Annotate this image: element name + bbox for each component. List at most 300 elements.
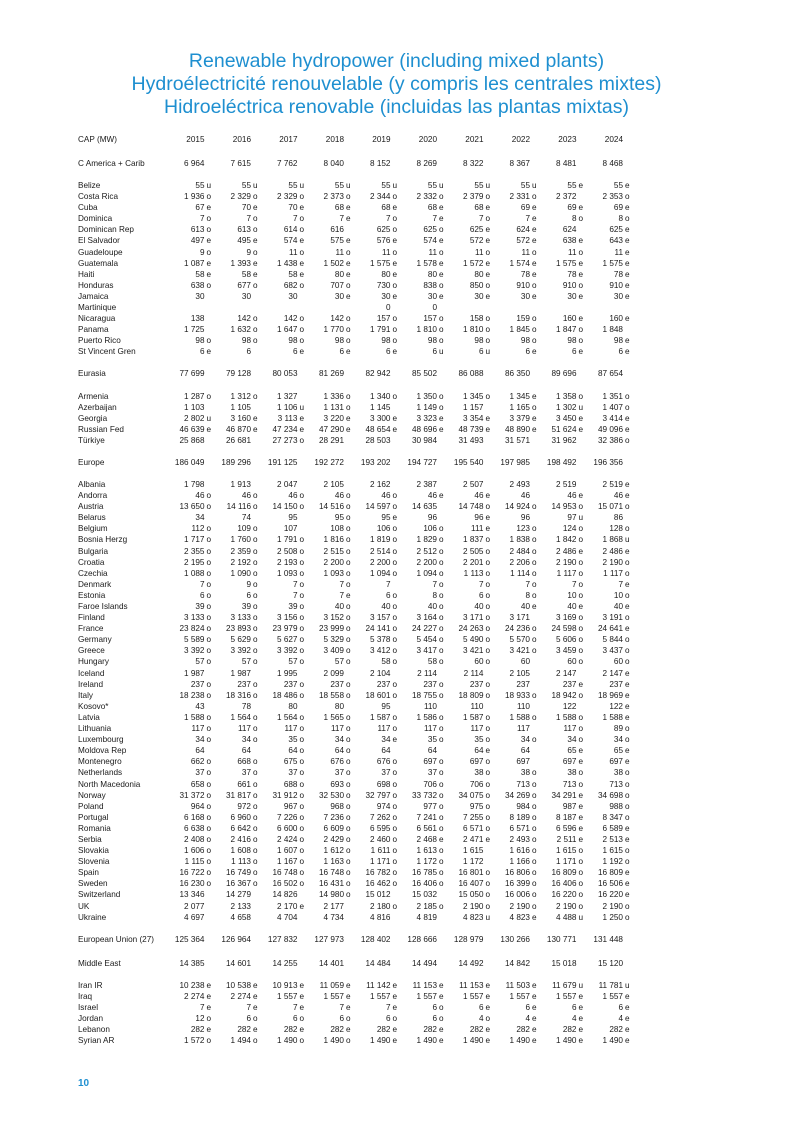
cell-flag: e: [206, 269, 212, 279]
table-cell: [496, 690, 543, 701]
cell-value: 1 611: [370, 846, 391, 856]
cell-value: 7: [246, 214, 251, 224]
table-cell: [496, 1013, 543, 1024]
cell-value: 6 571: [463, 823, 484, 833]
country-name: Azerbaijan: [78, 402, 117, 412]
table-cell: [542, 867, 589, 878]
cell-value: 64: [520, 746, 530, 756]
table-cell: [589, 247, 636, 258]
country-name: Jordan: [78, 1014, 104, 1023]
cell-value: 25 868: [179, 435, 205, 445]
table-cell: [217, 668, 264, 679]
cell-flag: o: [346, 790, 351, 800]
table-cell: [589, 823, 636, 834]
country-name: Lebanon: [78, 1025, 110, 1035]
table-cell: [496, 889, 543, 900]
table-cell: [263, 645, 310, 656]
total-value: 15 018: [551, 958, 577, 968]
cell-value: 2 195: [184, 557, 205, 567]
table-cell: [310, 834, 357, 845]
cell-value: 28 291: [318, 435, 344, 445]
country-name: Ukraine: [78, 912, 107, 922]
table-cell: [449, 1035, 496, 1046]
cell-value: 675: [283, 757, 298, 767]
cell-value: 614: [283, 225, 298, 235]
year-header: [542, 132, 589, 147]
table-cell: [449, 557, 496, 568]
region-total: [449, 367, 496, 382]
cell-value: 107: [283, 524, 298, 534]
table-cell: [310, 845, 357, 856]
table-cell: [496, 790, 543, 801]
table-cell: [542, 767, 589, 778]
table-row: [78, 734, 635, 745]
cell-value: 706: [469, 779, 484, 789]
table-cell: [310, 623, 357, 634]
total-value: 126 964: [221, 934, 251, 944]
cell-value: 23 979: [272, 624, 298, 634]
table-cell: [449, 479, 496, 490]
table-cell: [496, 191, 543, 202]
table-cell: [542, 656, 589, 667]
cell-value: 30: [241, 291, 251, 301]
cell-value: 55: [613, 181, 623, 190]
cell-value: 4 658: [230, 912, 251, 922]
table-cell: [310, 490, 357, 501]
cell-flag: e: [625, 258, 630, 268]
cell-value: 910: [609, 280, 623, 290]
table-cell: [496, 723, 543, 734]
table-cell: [403, 479, 450, 490]
table-cell: [496, 901, 543, 912]
cell-flag: o: [578, 646, 584, 656]
table-cell: [589, 856, 636, 867]
cell-flag: o: [392, 214, 398, 224]
cell-value: 16 801: [458, 868, 484, 878]
table-cell: [403, 991, 450, 1002]
cell-value: 2 177: [323, 901, 344, 911]
table-row: [78, 213, 635, 224]
cell-flag: o: [392, 613, 398, 623]
table-cell: [496, 247, 543, 258]
cell-flag: o: [346, 1036, 351, 1046]
cell-flag: o: [439, 1014, 444, 1023]
cell-flag: o: [392, 624, 398, 634]
table-cell: [449, 734, 496, 745]
cell-flag: o: [485, 214, 491, 224]
cell-value: 282: [516, 1025, 530, 1035]
table-row: [78, 546, 635, 557]
cell-value: 682: [283, 280, 298, 290]
cell-value: 98: [474, 336, 484, 346]
table-cell: [217, 912, 264, 923]
table-cell: [449, 191, 496, 202]
cell-value: 1 163: [323, 857, 344, 867]
table-cell: [217, 235, 264, 246]
total-value: 7 762: [277, 158, 298, 168]
cell-flag: o: [485, 768, 491, 778]
table-cell: [310, 690, 357, 701]
cell-value: 55: [334, 181, 344, 190]
cell-value: 3 379: [509, 413, 530, 423]
cell-value: 1 490: [602, 1036, 623, 1046]
cell-value: 6 642: [230, 823, 251, 833]
total-value: 128 402: [360, 934, 391, 944]
table-cell: [449, 679, 496, 690]
cell-value: 30: [381, 291, 391, 301]
table-cell: [170, 202, 217, 213]
cell-value: 2 486: [602, 546, 623, 556]
cell-flag: o: [346, 757, 351, 767]
cell-flag: o: [299, 801, 305, 811]
cell-value: 2 190: [463, 901, 484, 911]
cell-flag: o: [206, 391, 212, 401]
cell-value: 106: [376, 524, 391, 534]
cell-value: 1 117: [603, 568, 623, 578]
cell-flag: o: [392, 280, 398, 290]
cell-value: 1 987: [230, 668, 251, 678]
table-cell: [310, 512, 357, 523]
cell-value: 117: [470, 724, 484, 734]
cell-value: 2 105: [509, 668, 530, 678]
table-cell: [542, 346, 589, 357]
cell-flag: o: [253, 225, 258, 235]
table-cell: [496, 601, 543, 612]
cell-value: 1 336: [323, 391, 344, 401]
cell-flag: o: [532, 590, 537, 600]
cell-value: 160: [609, 314, 623, 324]
table-cell: [449, 901, 496, 912]
table-cell: [403, 235, 450, 246]
cell-value: 157: [376, 314, 391, 324]
table-cell: [263, 490, 310, 501]
table-cell: [403, 280, 450, 291]
table-cell: [217, 834, 264, 845]
table-row: [78, 856, 635, 867]
region-total: [217, 367, 264, 382]
title-spanish: Hidroeléctrica renovable (incluidas las plantas mixtas): [164, 96, 629, 118]
cell-flag: e: [299, 413, 305, 423]
table-cell: [542, 258, 589, 269]
table-cell: [263, 280, 310, 291]
cell-flag: e: [439, 1036, 444, 1046]
cell-flag: o: [625, 557, 630, 567]
table-cell: [170, 313, 217, 324]
cell-value: 24 263: [458, 624, 484, 634]
table-cell: [310, 612, 357, 623]
country-name: El Salvador: [78, 236, 120, 246]
table-cell: [170, 1002, 217, 1013]
cell-flag: e: [532, 424, 537, 434]
cell-flag: o: [625, 613, 630, 623]
region-total: [263, 156, 310, 171]
table-cell: [589, 435, 636, 446]
table-cell: [403, 980, 450, 991]
total-value: 82 942: [365, 369, 391, 379]
cell-value: 1 302: [556, 402, 577, 412]
region-total: [263, 932, 310, 947]
cell-flag: u: [346, 181, 351, 190]
cell-value: 625: [469, 225, 484, 235]
table-cell: [496, 745, 543, 756]
table-cell: [310, 767, 357, 778]
table-cell: [589, 690, 636, 701]
table-cell: [356, 634, 403, 645]
cell-value: 5 629: [230, 635, 251, 645]
table-cell: [496, 202, 543, 213]
table-cell: [263, 413, 310, 424]
table-cell: [356, 490, 403, 501]
cell-value: 1 490: [463, 1036, 484, 1046]
table-cell: [310, 656, 357, 667]
cell-flag: o: [206, 1014, 212, 1023]
cell-flag: o: [439, 192, 444, 202]
cell-flag: o: [346, 314, 351, 324]
cell-value: 37: [288, 768, 298, 778]
cell-flag: o: [253, 502, 258, 512]
table-cell: [217, 856, 264, 867]
total-value: 14 484: [365, 958, 391, 968]
total-value: 79 128: [225, 369, 251, 379]
table-cell: [217, 346, 264, 357]
table-cell: [542, 756, 589, 767]
region-row: [78, 956, 635, 971]
cell-flag: o: [206, 524, 212, 534]
cell-flag: o: [299, 280, 305, 290]
cell-value: 3 392: [277, 646, 298, 656]
cell-value: 117: [237, 724, 251, 734]
cell-value: 1 613: [416, 846, 437, 856]
cell-flag: o: [253, 757, 258, 767]
table-cell: [449, 391, 496, 402]
table-cell: [356, 1002, 403, 1013]
cell-flag: e: [439, 413, 444, 423]
cell-value: 34 291: [551, 790, 577, 800]
cell-flag: o: [299, 491, 305, 501]
cell-value: 18 809: [458, 690, 484, 700]
table-cell: [310, 634, 357, 645]
region-total: [356, 455, 403, 470]
table-cell: [449, 668, 496, 679]
table-cell: [263, 801, 310, 812]
cell-flag: o: [532, 868, 537, 878]
table-cell: [263, 202, 310, 213]
table-cell: [263, 867, 310, 878]
cell-flag: o: [439, 768, 444, 778]
cell-flag: o: [206, 757, 212, 767]
cell-value: 707: [330, 280, 344, 290]
cell-value: 64: [241, 746, 251, 756]
cell-flag: o: [392, 590, 398, 600]
table-cell: [217, 756, 264, 767]
cell-value: 2 379: [463, 192, 484, 202]
cell-flag: o: [346, 834, 351, 844]
cell-value: 16 230: [179, 879, 205, 889]
table-cell: [542, 579, 589, 590]
cell-flag: o: [578, 524, 584, 534]
cell-value: 4: [525, 1014, 530, 1023]
cell-value: 7: [618, 579, 623, 589]
table-cell: [310, 645, 357, 656]
table-cell: [263, 889, 310, 900]
cell-value: 96: [474, 513, 484, 523]
table-cell: [589, 1002, 636, 1013]
cell-flag: o: [485, 823, 491, 833]
cell-value: 5 606: [556, 635, 577, 645]
cell-flag: e: [439, 980, 444, 990]
cell-flag: o: [439, 857, 444, 867]
cell-value: 9: [246, 579, 251, 589]
cell-value: 14 826: [272, 890, 298, 900]
total-value: 193 202: [360, 457, 391, 467]
cell-value: 106: [423, 524, 437, 534]
cell-flag: o: [439, 823, 444, 833]
table-row: [78, 912, 635, 923]
cell-flag: o: [253, 314, 258, 324]
cell-flag: e: [625, 679, 630, 689]
table-cell: [263, 767, 310, 778]
cell-value: 968: [330, 801, 344, 811]
cell-value: 38: [567, 768, 577, 778]
table-cell: [356, 435, 403, 446]
cell-value: 3 392: [230, 646, 251, 656]
cell-flag: e: [206, 980, 212, 990]
table-cell: [449, 756, 496, 767]
country-name: Romania: [78, 823, 111, 833]
cell-value: 1 490: [556, 1036, 577, 1046]
cell-value: 46: [381, 491, 391, 501]
cell-value: 80: [334, 269, 344, 279]
country-name: Estonia: [78, 590, 106, 600]
cell-value: 661: [237, 779, 251, 789]
cell-flag: o: [392, 834, 398, 844]
cell-flag: e: [346, 991, 351, 1001]
table-cell: [263, 224, 310, 235]
table-cell: [496, 557, 543, 568]
table-cell: [310, 346, 357, 357]
cell-value: 6: [432, 1014, 437, 1023]
table-cell: [356, 878, 403, 889]
table-cell: [496, 512, 543, 523]
cell-value: 6: [525, 347, 530, 357]
cell-flag: o: [206, 635, 212, 645]
table-cell: [356, 313, 403, 324]
table-cell: [356, 1035, 403, 1046]
table-row: [78, 779, 635, 790]
cell-flag: o: [299, 435, 305, 445]
region-total: [170, 156, 217, 171]
cell-value: 2 511: [556, 834, 577, 844]
table-cell: [542, 490, 589, 501]
table-row: [78, 701, 635, 712]
cell-value: 7: [525, 579, 530, 589]
cell-flag: o: [625, 524, 630, 534]
cell-value: 1 157: [463, 402, 484, 412]
cell-flag: o: [392, 646, 398, 656]
total-value: 86 350: [504, 369, 530, 379]
table-cell: [356, 623, 403, 634]
country-name: Panama: [78, 325, 109, 335]
cell-flag: o: [439, 280, 444, 290]
cell-value: 98: [288, 336, 298, 346]
cell-flag: e: [346, 258, 351, 268]
cell-value: 117: [563, 724, 577, 734]
table-row: [78, 523, 635, 534]
cell-flag: e: [392, 258, 398, 268]
table-cell: [542, 734, 589, 745]
table-cell: [589, 579, 636, 590]
cell-value: 35: [288, 735, 298, 745]
table-cell: [542, 801, 589, 812]
table-cell: [496, 1035, 543, 1046]
cell-value: 2 486: [556, 546, 577, 556]
cell-value: 7 241: [416, 812, 437, 822]
cell-flag: u: [392, 181, 398, 190]
cell-flag: o: [532, 812, 537, 822]
cell-flag: e: [346, 203, 351, 213]
cell-flag: e: [299, 258, 305, 268]
cell-value: 46: [613, 491, 623, 501]
cell-flag: o: [578, 325, 584, 335]
total-value: 14 842: [504, 958, 530, 968]
cell-value: 1 088: [184, 568, 205, 578]
cell-value: 2 105: [323, 479, 344, 489]
cell-flag: e: [485, 980, 491, 990]
cell-flag: o: [439, 646, 444, 656]
table-row: [78, 280, 635, 291]
cell-value: 2 190: [556, 901, 577, 911]
table-cell: [356, 756, 403, 767]
table-cell: [449, 812, 496, 823]
cell-flag: o: [485, 757, 491, 767]
cell-value: 6: [246, 1014, 251, 1023]
cell-value: 3 300: [370, 413, 391, 423]
region-row: [78, 156, 635, 171]
cell-value: 572: [516, 236, 530, 246]
table-cell: [356, 534, 403, 545]
table-cell: [310, 247, 357, 258]
table-cell: [589, 180, 636, 191]
cell-flag: e: [346, 980, 351, 990]
total-value: 194 727: [407, 457, 437, 467]
cell-value: 7 226: [277, 812, 298, 822]
cell-flag: o: [439, 712, 444, 722]
year-value: 2015: [186, 134, 205, 144]
cell-value: 10 238: [179, 980, 205, 990]
cell-value: 2 519: [556, 479, 577, 489]
table-cell: [356, 512, 403, 523]
cell-flag: o: [532, 646, 537, 656]
cell-value: 1 165: [509, 402, 530, 412]
cell-flag: e: [578, 1025, 584, 1035]
cell-flag: o: [206, 502, 212, 512]
cell-value: 4 819: [416, 912, 437, 922]
cell-flag: o: [299, 635, 305, 645]
cell-value: 1 106: [277, 402, 298, 412]
cell-flag: o: [625, 790, 630, 800]
table-cell: [589, 479, 636, 490]
cell-value: 575: [330, 236, 344, 246]
cell-flag: e: [625, 203, 630, 213]
table-cell: [496, 812, 543, 823]
cell-flag: u: [485, 181, 491, 190]
table-cell: [449, 523, 496, 534]
cell-flag: o: [346, 646, 351, 656]
cell-value: 158: [469, 314, 484, 324]
cell-flag: o: [253, 546, 258, 556]
cell-flag: e: [439, 424, 444, 434]
cell-flag: o: [253, 535, 258, 545]
